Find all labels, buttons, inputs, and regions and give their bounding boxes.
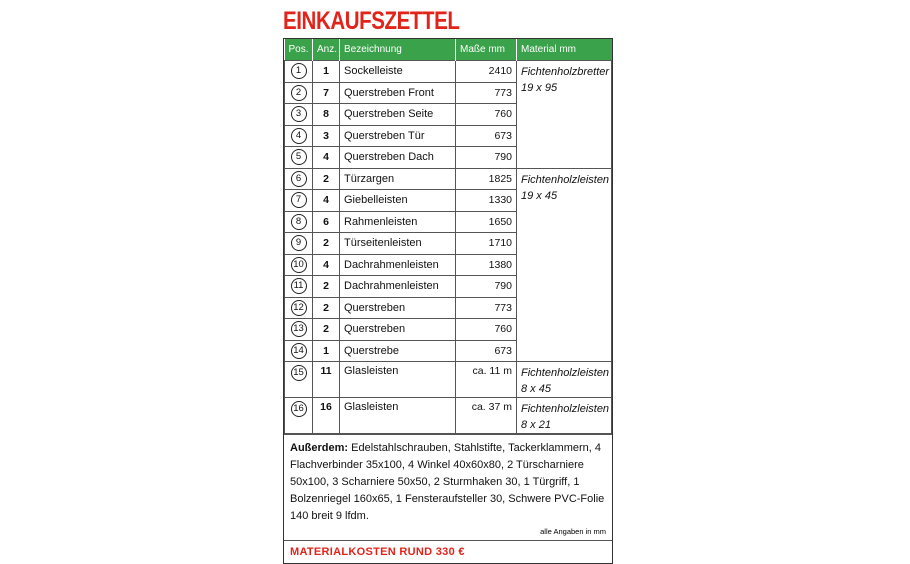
material-name: Fichtenholzleisten [521,367,610,379]
table-row [285,398,612,434]
description-cell: Dachrahmenleisten [340,276,456,298]
additional-items [284,434,612,527]
table-row [285,362,612,398]
pos-cell [285,82,313,104]
page-title: EINKAUFSZETTEL [283,7,460,35]
quantity-cell: 6 [313,211,340,233]
quantity-cell: 11 [313,362,340,398]
pos-cell [285,276,313,298]
description-cell: Querstrebe [340,340,456,362]
dimension-cell: 1650 [456,211,517,233]
description-cell: Sockelleiste [340,61,456,83]
material-size: 8 x 21 [521,419,551,431]
quantity-cell: 4 [313,254,340,276]
position-number-circle: 12 [291,300,307,316]
dimension-cell: ca. 11 m [456,362,517,398]
position-number-circle: 16 [291,401,307,417]
pos-cell [285,398,313,434]
header-pos: Pos. [285,39,313,61]
position-number-circle: 2 [291,85,307,101]
table-header [285,39,612,61]
position-number-circle: 1 [291,63,307,79]
material-cell [517,398,612,434]
header-masse: Maße mm [456,39,517,61]
quantity-cell: 1 [313,61,340,83]
material-size: 19 x 95 [521,82,558,94]
dimension-cell: 760 [456,104,517,126]
header-anz: Anz. [313,39,340,61]
dimension-cell: 2410 [456,61,517,83]
quantity-cell: 2 [313,276,340,298]
position-number-circle: 4 [291,128,307,144]
quantity-cell: 3 [313,125,340,147]
quantity-cell: 8 [313,104,340,126]
description-cell: Rahmenleisten [340,211,456,233]
dimension-cell: 760 [456,319,517,341]
additional-text: Edelstahlschrauben, Stahlstifte, Tackerklammern, 4 Flachverbinder 35x100, 4 Winkel 40x60x80, 2 Türscharniere 50x100, 3 Scharniere 50x50, 2 Sturmhaken 30, 1 Türgriff, 1 Bolzenriegel 160x65, 1 Fensteraufsteller 30, Schwere PVC-Folie 140 breit 9 lfdm. [290,442,605,522]
pos-cell [285,125,313,147]
description-cell: Dachrahmenleisten [340,254,456,276]
description-cell: Querstreben [340,319,456,341]
quantity-cell: 2 [313,319,340,341]
quantity-cell: 4 [313,190,340,212]
dimension-cell: 1710 [456,233,517,255]
dimension-cell: 773 [456,297,517,319]
dimension-cell: 1380 [456,254,517,276]
position-number-circle: 10 [291,257,307,273]
material-size: 19 x 45 [521,189,558,202]
material-name: Fichtenholzleisten [521,173,610,186]
description-cell: Glasleisten [340,398,456,434]
dimension-cell: 790 [456,147,517,169]
material-cell [517,61,612,169]
quantity-cell: 4 [313,147,340,169]
dimension-cell: 673 [456,340,517,362]
position-number-circle: 13 [291,321,307,337]
additional-label: Außerdem: [290,442,349,454]
units-note: alle Angaben in mm [540,527,606,536]
dimension-cell: 673 [456,125,517,147]
pos-cell [285,147,313,169]
dimension-cell: 1825 [456,168,517,190]
pos-cell [285,190,313,212]
pos-cell [285,104,313,126]
pos-cell [285,254,313,276]
position-number-circle: 5 [291,149,307,165]
dimension-cell: 773 [456,82,517,104]
pos-cell [285,319,313,341]
header-material: Material mm [517,39,612,61]
dimension-cell: 790 [456,276,517,298]
quantity-cell: 2 [313,297,340,319]
pos-cell [285,233,313,255]
pos-cell [285,211,313,233]
material-name: Fichtenholzleisten [521,403,610,415]
quantity-cell: 1 [313,340,340,362]
header-bezeichnung: Bezeichnung [340,39,456,61]
pos-cell [285,61,313,83]
description-cell: Querstreben Tür [340,125,456,147]
material-cost-total: MATERIALKOSTEN RUND 330 € [284,540,612,563]
position-number-circle: 8 [291,214,307,230]
position-number-circle: 9 [291,235,307,251]
description-cell: Querstreben Seite [340,104,456,126]
pos-cell [285,340,313,362]
position-number-circle: 6 [291,171,307,187]
pos-cell [285,297,313,319]
material-name: Fichtenholzbretter [521,66,610,78]
position-number-circle: 3 [291,106,307,122]
position-number-circle: 14 [291,343,307,359]
description-cell: Giebelleisten [340,190,456,212]
material-cell [517,168,612,362]
dimension-cell: 1330 [456,190,517,212]
description-cell: Querstreben Front [340,82,456,104]
pos-cell [285,362,313,398]
description-cell: Glasleisten [340,362,456,398]
material-size: 8 x 45 [521,383,551,395]
pos-cell [285,168,313,190]
position-number-circle: 11 [291,278,307,294]
position-number-circle: 15 [291,365,307,381]
quantity-cell: 16 [313,398,340,434]
position-number-circle: 7 [291,192,307,208]
table-row [285,168,612,190]
description-cell: Querstreben Dach [340,147,456,169]
description-cell: Türseitenleisten [340,233,456,255]
description-cell: Querstreben [340,297,456,319]
table-row [285,61,612,83]
dimension-cell: ca. 37 m [456,398,517,434]
description-cell: Türzargen [340,168,456,190]
quantity-cell: 2 [313,233,340,255]
shopping-list-table [283,38,613,564]
quantity-cell: 7 [313,82,340,104]
material-cell [517,362,612,398]
quantity-cell: 2 [313,168,340,190]
